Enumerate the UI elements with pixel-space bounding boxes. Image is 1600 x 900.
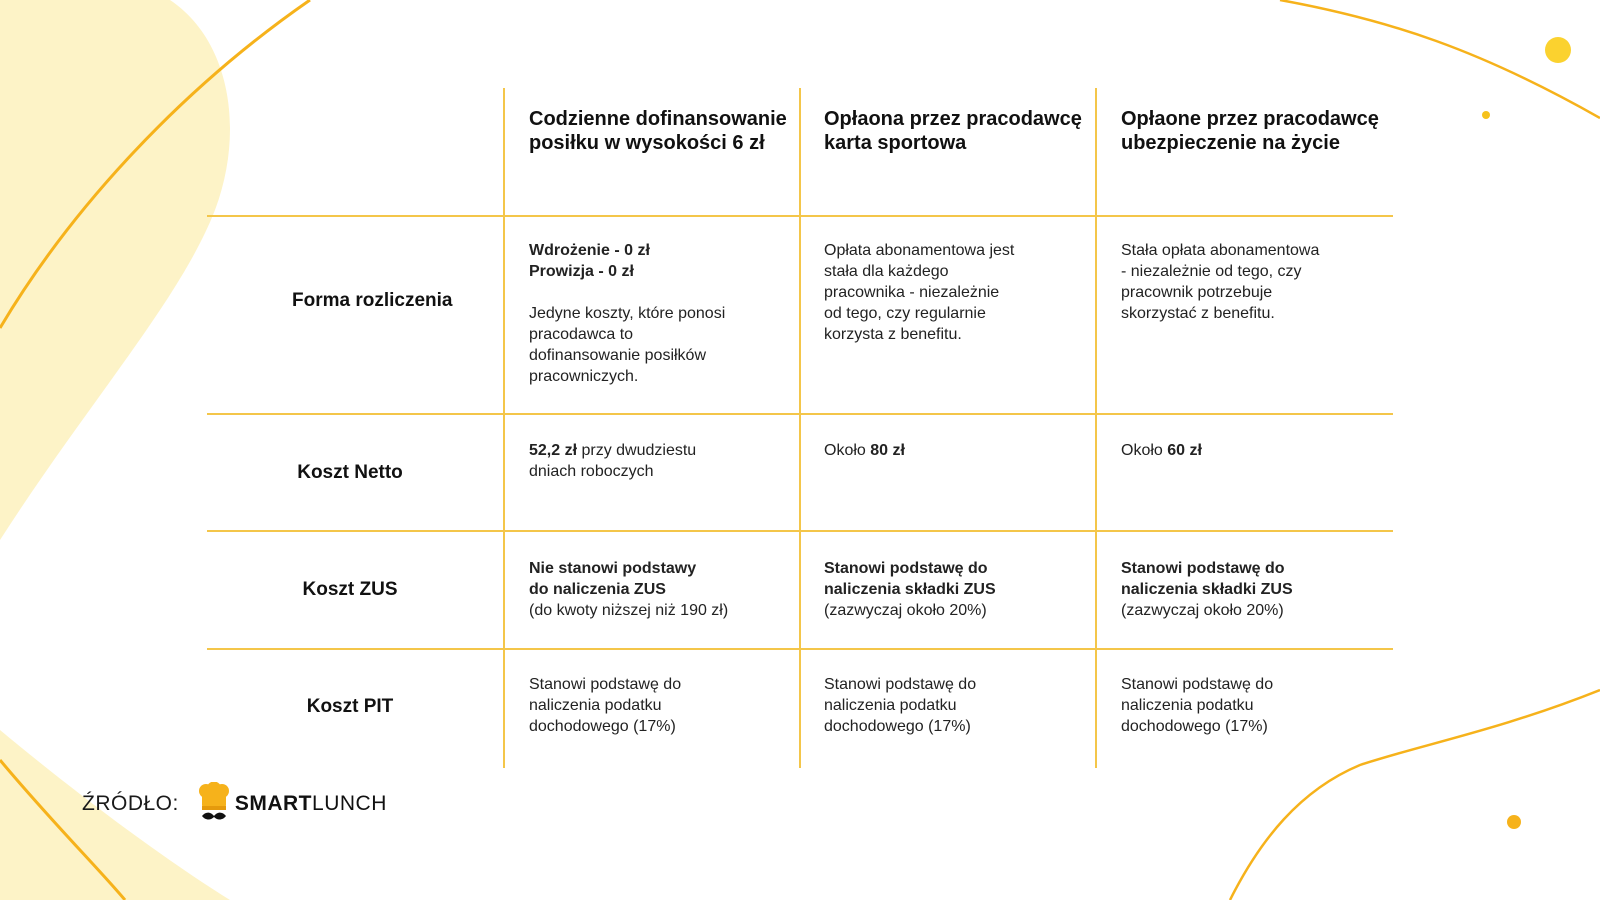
approx-prefix: Około (1121, 442, 1163, 459)
cell-forma-meal-subsidy (529, 240, 787, 387)
zus-statement: Nie stanowi podstawy do naliczenia ZUS (529, 560, 697, 598)
cell-zus-meal-subsidy (529, 558, 759, 621)
zus-note: (zazwyczaj około 20%) (1121, 602, 1284, 619)
row-label-koszt-zus: Koszt ZUS (302, 579, 398, 600)
yellow-dot-large (1545, 37, 1571, 63)
row-divider (207, 530, 1393, 532)
cell-pit-meal-subsidy: Stanowi podstawę do naliczenia podatku dochodowego (17%) (529, 676, 682, 735)
row-label-forma-rozliczenia: Forma rozliczenia (292, 290, 453, 311)
left-cream-blob (0, 0, 230, 540)
net-cost-value: 52,2 zł (529, 442, 578, 459)
cell-pit-sport-card: Stanowi podstawę do naliczenia podatku dochodowego (17%) (824, 676, 977, 735)
cell-pit-life-insurance: Stanowi podstawę do naliczenia podatku dochodowego (17%) (1121, 676, 1274, 735)
implementation-fee: Wdrożenie - 0 zł (529, 242, 650, 259)
smartlunch-logo: SMARTLUNCH (234, 792, 387, 815)
row-label-koszt-netto: Koszt Netto (297, 462, 403, 483)
cell-forma-sport-card: Opłata abonamentowa jest stała dla każdego pracownika - niezależnie od tego, czy regularnie korzysta z benefitu. (824, 242, 1015, 343)
approx-prefix: Około (824, 442, 866, 459)
cell-netto-meal-subsidy (529, 440, 719, 482)
zus-note: (do kwoty niższej niż 190 zł) (529, 602, 729, 619)
row-divider (207, 648, 1393, 650)
cell-zus-sport-card (824, 558, 1054, 621)
comparison-table (207, 88, 1393, 768)
cell-forma-life-insurance: Stała opłata abonamentowa - niezależnie od tego, czy pracownik potrzebuje skorzystać z benefitu. (1121, 242, 1320, 322)
column-header-meal-subsidy: Codzienne dofinansowanie posiłku w wysokości 6 zł (529, 108, 787, 154)
cell-netto-life-insurance (1121, 440, 1379, 461)
column-divider (1095, 88, 1097, 768)
source-label: ŹRÓDŁO: (82, 792, 179, 815)
net-cost-value: 60 zł (1167, 442, 1202, 459)
row-divider (207, 413, 1393, 415)
zus-statement: Stanowi podstawę do naliczenia składki ZUS (1121, 560, 1293, 598)
cost-description: Jedyne koszty, które ponosi pracodawca to dofinansowanie posiłków pracowniczych. (529, 305, 726, 385)
row-label-koszt-pit: Koszt PIT (306, 696, 394, 717)
net-cost-note: przy dwudziestu dniach roboczych (529, 442, 697, 480)
source-footer (82, 782, 387, 826)
zus-note: (zazwyczaj około 20%) (824, 602, 987, 619)
commission-fee: Prowizja - 0 zł (529, 263, 634, 280)
chef-hat-mustache-icon (197, 782, 231, 826)
column-header-life-insurance: Opłaone przez pracodawcę ubezpieczenie na życie (1121, 108, 1379, 154)
cell-netto-sport-card (824, 440, 1082, 461)
zus-statement: Stanowi podstawę do naliczenia składki ZUS (824, 560, 996, 598)
column-divider (799, 88, 801, 768)
orange-dot (1507, 815, 1521, 829)
column-divider (503, 88, 505, 768)
row-divider (207, 215, 1393, 217)
net-cost-value: 80 zł (870, 442, 905, 459)
yellow-dot-small (1482, 111, 1490, 119)
column-header-sport-card: Opłaona przez pracodawcę karta sportowa (824, 108, 1082, 154)
cell-zus-life-insurance (1121, 558, 1351, 621)
